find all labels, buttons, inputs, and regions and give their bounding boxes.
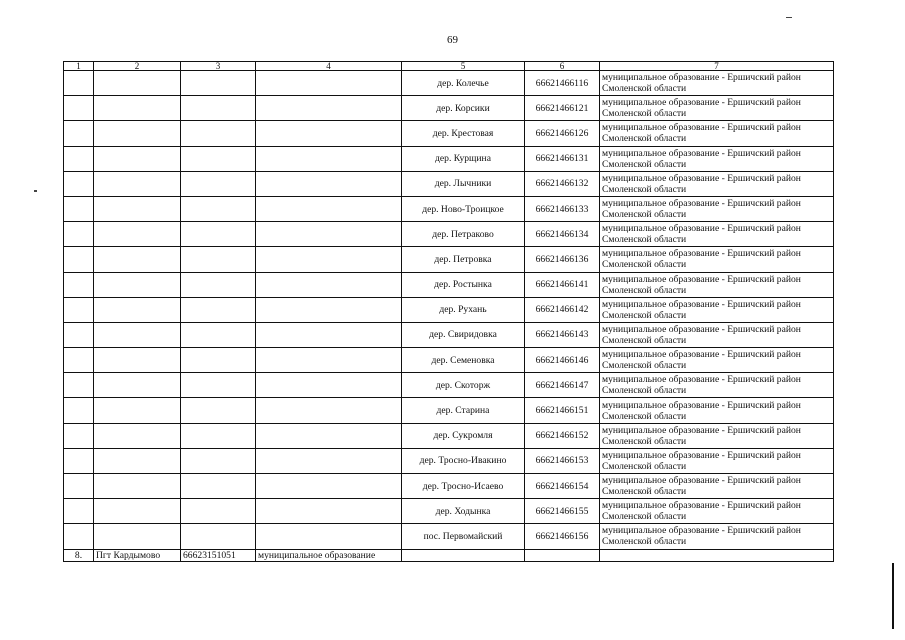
table-row [64, 196, 834, 221]
scan-dash-mark [786, 17, 792, 18]
municipality-line-2: Смоленской области [602, 133, 687, 145]
settlement-name-cell: дер. Тросно-Исаево [402, 474, 525, 499]
empty-cell [181, 348, 256, 373]
scan-margin-mark [34, 190, 37, 192]
table-row [64, 398, 834, 423]
municipality-line-2: Смоленской области [602, 460, 687, 472]
settlement-name-cell: дер. Крестовая [402, 121, 525, 146]
empty-cell [256, 272, 402, 297]
municipality-line-2: Смоленской области [602, 309, 687, 321]
municipality-cell [600, 247, 834, 272]
empty-cell [181, 96, 256, 121]
municipality-line-2: Смоленской области [602, 486, 687, 498]
empty-cell [64, 322, 94, 347]
municipality-line-1: муниципальное образование - Ершичский район [602, 525, 801, 537]
municipality-cell [600, 322, 834, 347]
table-row [64, 146, 834, 171]
municipality-line-2: Смоленской области [602, 209, 687, 221]
municipality-line-1: муниципальное образование - Ершичский район [602, 374, 801, 386]
settlement-name-cell: дер. Ново-Троицкое [402, 196, 525, 221]
municipality-line-1: муниципальное образование - Ершичский район [602, 475, 801, 487]
table-row [64, 322, 834, 347]
item-number-cell: 8. [64, 549, 94, 561]
settlement-name-cell: дер. Ходынка [402, 499, 525, 524]
municipality-cell [600, 146, 834, 171]
empty-cell [64, 247, 94, 272]
empty-cell [181, 297, 256, 322]
empty-cell [94, 322, 181, 347]
municipality-line-1: муниципальное образование - Ершичский район [602, 248, 801, 260]
empty-cell [181, 373, 256, 398]
municipality-line-2: Смоленской области [602, 360, 687, 372]
municipality-line-1: муниципальное образование - Ершичский район [602, 223, 801, 235]
empty-cell [402, 549, 525, 561]
empty-cell [525, 549, 600, 561]
empty-cell [64, 222, 94, 247]
empty-cell [64, 524, 94, 549]
oktmo-code-cell: 66621466143 [525, 322, 600, 347]
empty-cell [181, 322, 256, 347]
empty-cell [181, 222, 256, 247]
settlement-name-cell: дер. Рухань [402, 297, 525, 322]
empty-cell [94, 499, 181, 524]
settlement-name-cell: дер. Корсики [402, 96, 525, 121]
municipality-cell [600, 348, 834, 373]
municipality-cell [600, 474, 834, 499]
empty-cell [64, 398, 94, 423]
municipality-cell [600, 297, 834, 322]
empty-cell [181, 121, 256, 146]
header-cell-2: 2 [94, 62, 181, 71]
municipality-cell [600, 196, 834, 221]
oktmo-code-cell: 66621466142 [525, 297, 600, 322]
oktmo-code-cell: 66621466156 [525, 524, 600, 549]
oktmo-code-cell: 66621466151 [525, 398, 600, 423]
empty-cell [64, 121, 94, 146]
oktmo-code-cell: 66621466132 [525, 171, 600, 196]
municipality-line-2: Смоленской области [602, 410, 687, 422]
empty-cell [64, 499, 94, 524]
empty-cell [94, 297, 181, 322]
empty-cell [64, 423, 94, 448]
empty-cell [256, 121, 402, 146]
empty-cell [181, 448, 256, 473]
empty-cell [181, 524, 256, 549]
municipality-cell [600, 499, 834, 524]
municipality-line-2: Смоленской области [602, 259, 687, 271]
municipality-cell [600, 96, 834, 121]
empty-cell [64, 297, 94, 322]
settlement-name-cell: Пгт Кардымово [94, 549, 181, 561]
municipality-line-1: муниципальное образование - Ершичский район [602, 147, 801, 159]
empty-cell [94, 474, 181, 499]
empty-cell [94, 448, 181, 473]
oktmo-code-cell: 66621466155 [525, 499, 600, 524]
municipality-line-2: Смоленской области [602, 385, 687, 397]
municipality-cell [600, 272, 834, 297]
empty-cell [94, 373, 181, 398]
municipality-line-2: Смоленской области [602, 435, 687, 447]
settlement-name-cell: дер. Тросно-Ивакино [402, 448, 525, 473]
settlement-name-cell: пос. Первомайский [402, 524, 525, 549]
empty-cell [256, 322, 402, 347]
header-cell-6: 6 [525, 62, 600, 71]
oktmo-code-cell: 66621466134 [525, 222, 600, 247]
empty-cell [181, 71, 256, 96]
municipality-line-2: Смоленской области [602, 108, 687, 120]
scan-edge-mark [892, 563, 894, 629]
settlement-name-cell: дер. Свиридовка [402, 322, 525, 347]
empty-cell [181, 398, 256, 423]
table-row [64, 247, 834, 272]
empty-cell [94, 247, 181, 272]
settlement-name-cell: дер. Сукромля [402, 423, 525, 448]
table-row [64, 96, 834, 121]
settlement-name-cell: дер. Петраково [402, 222, 525, 247]
oktmo-code-cell: 66621466141 [525, 272, 600, 297]
empty-cell [181, 146, 256, 171]
empty-cell [256, 222, 402, 247]
empty-cell [94, 146, 181, 171]
empty-cell [181, 247, 256, 272]
municipality-line-1: муниципальное образование - Ершичский район [602, 500, 801, 512]
empty-cell [64, 448, 94, 473]
empty-cell [256, 348, 402, 373]
empty-cell [256, 196, 402, 221]
empty-cell [256, 398, 402, 423]
municipality-line-2: Смоленской области [602, 511, 687, 523]
empty-cell [256, 448, 402, 473]
oktmo-code-cell: 66621466154 [525, 474, 600, 499]
municipality-cell [600, 121, 834, 146]
empty-cell [256, 247, 402, 272]
oktmo-code-cell: 66621466126 [525, 121, 600, 146]
empty-cell [64, 71, 94, 96]
oktmo-code-cell: 66621466147 [525, 373, 600, 398]
oktmo-code-cell: 66621466116 [525, 71, 600, 96]
municipality-line-1: муниципальное образование - Ершичский район [602, 273, 801, 285]
municipality-cell [600, 373, 834, 398]
municipality-line-1: муниципальное образование - Ершичский район [602, 449, 801, 461]
settlement-name-cell: дер. Старина [402, 398, 525, 423]
oktmo-code-cell: 66621466136 [525, 247, 600, 272]
municipality-line-1: муниципальное образование - Ершичский район [602, 172, 801, 184]
municipality-cell [600, 222, 834, 247]
empty-cell [256, 423, 402, 448]
oktmo-code-cell: 66621466131 [525, 146, 600, 171]
empty-cell [181, 196, 256, 221]
municipality-line-1: муниципальное образование - Ершичский район [602, 424, 801, 436]
table-row [64, 499, 834, 524]
table-row [64, 448, 834, 473]
empty-cell [256, 499, 402, 524]
municipality-line-2: Смоленской области [602, 334, 687, 346]
municipality-line-1: муниципальное образование - Ершичский район [602, 72, 801, 84]
empty-cell [64, 146, 94, 171]
settlement-name-cell: дер. Курщина [402, 146, 525, 171]
table-row [64, 348, 834, 373]
settlement-name-cell: дер. Семеновка [402, 348, 525, 373]
municipality-cell [600, 71, 834, 96]
empty-cell [64, 96, 94, 121]
empty-cell [64, 373, 94, 398]
empty-cell [64, 196, 94, 221]
header-cell-7: 7 [600, 62, 834, 71]
municipality-cell [600, 423, 834, 448]
municipality-line-2: Смоленской области [602, 284, 687, 296]
municipality-line-2: Смоленской области [602, 183, 687, 195]
empty-cell [181, 499, 256, 524]
empty-cell [600, 549, 834, 561]
empty-cell [94, 121, 181, 146]
header-cell-1: 1 [64, 62, 94, 71]
empty-cell [94, 96, 181, 121]
table-row [64, 121, 834, 146]
table-row [64, 474, 834, 499]
empty-cell [94, 71, 181, 96]
table-row [64, 222, 834, 247]
municipality-line-2: Смоленской области [602, 158, 687, 170]
table-row [64, 373, 834, 398]
table-row [64, 297, 834, 322]
municipality-line-2: Смоленской области [602, 536, 687, 548]
municipality-line-1: муниципальное образование - Ершичский район [602, 349, 801, 361]
table-row [64, 171, 834, 196]
oktmo-code-cell: 66621466146 [525, 348, 600, 373]
municipality-cell [600, 398, 834, 423]
empty-cell [181, 171, 256, 196]
empty-cell [94, 171, 181, 196]
settlement-name-cell: дер. Колечье [402, 71, 525, 96]
table-row-8 [64, 549, 834, 561]
settlement-name-cell: дер. Скоторж [402, 373, 525, 398]
empty-cell [94, 222, 181, 247]
empty-cell [94, 423, 181, 448]
header-cell-4: 4 [256, 62, 402, 71]
oktmo-code-cell: 66623151051 [181, 549, 256, 561]
settlement-name-cell: дер. Лычники [402, 171, 525, 196]
empty-cell [256, 373, 402, 398]
empty-cell [94, 196, 181, 221]
municipality-cell [600, 524, 834, 549]
settlement-name-cell: дер. Петровка [402, 247, 525, 272]
municipality-cell [600, 448, 834, 473]
empty-cell [256, 96, 402, 121]
empty-cell [256, 474, 402, 499]
municipality-line-1: муниципальное образование - Ершичский район [602, 97, 801, 109]
oktmo-code-cell: 66621466133 [525, 196, 600, 221]
empty-cell [94, 272, 181, 297]
header-cell-5: 5 [402, 62, 525, 71]
table-row [64, 71, 834, 96]
table-row [64, 272, 834, 297]
table-row [64, 423, 834, 448]
settlement-name-cell: дер. Ростынка [402, 272, 525, 297]
empty-cell [181, 272, 256, 297]
municipality-line-1: муниципальное образование - Ершичский район [602, 323, 801, 335]
empty-cell [64, 348, 94, 373]
municipality-line-2: Смоленской области [602, 234, 687, 246]
empty-cell [256, 146, 402, 171]
municipality-line-1: муниципальное образование - Ершичский район [602, 399, 801, 411]
table-row [64, 524, 834, 549]
header-row [64, 62, 834, 71]
empty-cell [94, 524, 181, 549]
municipality-cell [600, 171, 834, 196]
page-number: 69 [447, 34, 458, 46]
empty-cell [181, 423, 256, 448]
empty-cell [64, 171, 94, 196]
empty-cell [64, 272, 94, 297]
oktmo-code-cell: 66621466121 [525, 96, 600, 121]
municipality-cell: муниципальное образование [256, 549, 402, 561]
municipality-line-1: муниципальное образование - Ершичский район [602, 198, 801, 210]
empty-cell [181, 474, 256, 499]
municipality-line-1: муниципальное образование - Ершичский район [602, 122, 801, 134]
empty-cell [256, 524, 402, 549]
empty-cell [94, 348, 181, 373]
oktmo-code-cell: 66621466152 [525, 423, 600, 448]
municipality-line-1: муниципальное образование - Ершичский район [602, 298, 801, 310]
empty-cell [94, 398, 181, 423]
oktmo-code-cell: 66621466153 [525, 448, 600, 473]
empty-cell [256, 171, 402, 196]
registry-table [63, 61, 834, 562]
municipality-line-2: Смоленской области [602, 83, 687, 95]
header-cell-3: 3 [181, 62, 256, 71]
empty-cell [64, 474, 94, 499]
empty-cell [256, 297, 402, 322]
empty-cell [256, 71, 402, 96]
